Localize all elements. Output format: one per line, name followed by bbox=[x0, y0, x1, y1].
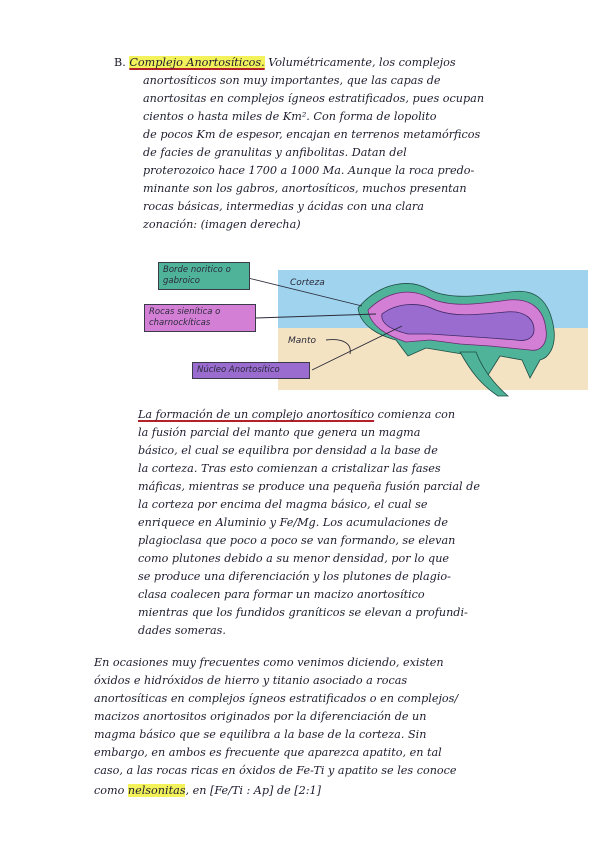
formation-line-3: la corteza. Tras esto comienzan a cristalizar las fases bbox=[138, 462, 441, 475]
label-anorthosite-core bbox=[192, 362, 310, 379]
final-line-5: embargo, en ambos es frecuente que aparezca apatito, en tal bbox=[94, 746, 442, 759]
intro-line-9: zonación: (imagen derecha) bbox=[143, 218, 301, 231]
label-border-zone-text: Borde noritico o gabroico bbox=[163, 265, 231, 286]
nelsonitas-highlight: nelsonitas bbox=[127, 784, 186, 797]
intro-line-3: cientos o hasta miles de Km². Con forma de lopolito bbox=[143, 110, 437, 123]
intro-line-4: de pocos Km de espesor, encajan en terrenos metamórficos bbox=[143, 128, 481, 141]
label-syenitic-rocks-text: Rocas sienítica o charnockíticas bbox=[149, 307, 221, 328]
formation-line-11: mientras que los fundidos graníticos se elevan a profundi- bbox=[138, 606, 468, 619]
label-border-zone bbox=[158, 262, 250, 290]
intro-line-7: minante son los gabros, anortosíticos, muchos presentan bbox=[143, 182, 467, 195]
final-last-suffix: , en [Fe/Ti : Ap] de [2:1] bbox=[185, 784, 322, 797]
formation-line-5: la corteza por encima del magma básico, el cual se bbox=[138, 498, 428, 511]
final-last-prefix: como bbox=[94, 784, 128, 797]
formation-line-12: dades someras. bbox=[138, 624, 226, 637]
section-letter: B. bbox=[114, 56, 126, 69]
label-crust: Corteza bbox=[290, 278, 325, 288]
intro-line-1: anortosíticos son muy importantes, que las capas de bbox=[143, 74, 441, 87]
final-line-3: macizos anortositos originados por la diferenciación de un bbox=[94, 710, 427, 723]
intro-line-5: de facies de granulitas y anfibolitas. Datan del bbox=[143, 146, 407, 159]
formation-line-6: enriquece en Aluminio y Fe/Mg. Los acumulaciones de bbox=[138, 516, 448, 529]
formation-line-4: máficas, mientras se produce una pequeña fusión parcial de bbox=[138, 480, 480, 493]
formation-line-0-text: comienza con bbox=[374, 408, 456, 421]
final-line-4: magma básico que se equilibra a la base de la corteza. Sin bbox=[94, 728, 427, 741]
intro-line-8: rocas básicas, intermedias y ácidas con una clara bbox=[143, 200, 424, 213]
intro-line-2: anortositas en complejos ígneos estratificados, pues ocupan bbox=[143, 92, 485, 105]
final-line-1: óxidos e hidróxidos de hierro y titanio asociado a rocas bbox=[94, 674, 408, 687]
section-title: Complejo Anortosíticos. bbox=[129, 56, 265, 69]
label-anorthosite-core-text: Núcleo Anortosítico bbox=[197, 365, 280, 375]
formation-line-9: se produce una diferenciación y los plutones de plagio- bbox=[138, 570, 451, 583]
formation-line-2: básico, el cual se equilibra por densidad a la base de bbox=[138, 444, 438, 457]
formation-line-7: plagioclasa que poco a poco se van formando, se elevan bbox=[138, 534, 456, 547]
final-line-6: caso, a las rocas ricas en óxidos de Fe-Ti y apatito se les conoce bbox=[94, 764, 457, 777]
section-heading-line bbox=[114, 56, 456, 70]
intro-line-6: proterozoico hace 1700 a 1000 Ma. Aunque la roca predo- bbox=[143, 164, 475, 177]
label-mantle: Manto bbox=[288, 336, 317, 346]
label-syenitic-rocks bbox=[144, 304, 256, 332]
anorthosite-complex-diagram bbox=[130, 260, 609, 400]
formation-line-10: clasa coalecen para formar un macizo anortosítico bbox=[138, 588, 425, 601]
formation-line-8: como plutones debido a su menor densidad, por lo que bbox=[138, 552, 450, 565]
formation-line-1: la fusión parcial del manto que genera un magma bbox=[138, 426, 421, 439]
final-line-7 bbox=[94, 784, 321, 798]
formation-line-0 bbox=[138, 408, 455, 422]
final-line-2: anortosíticas en complejos ígneos estratificados o en complejos/ bbox=[94, 692, 459, 705]
formation-title: La formación de un complejo anortosítico bbox=[138, 408, 375, 421]
intro-line-0: Volumétricamente, los complejos bbox=[268, 56, 456, 69]
final-line-0: En ocasiones muy frecuentes como venimos diciendo, existen bbox=[94, 656, 444, 669]
